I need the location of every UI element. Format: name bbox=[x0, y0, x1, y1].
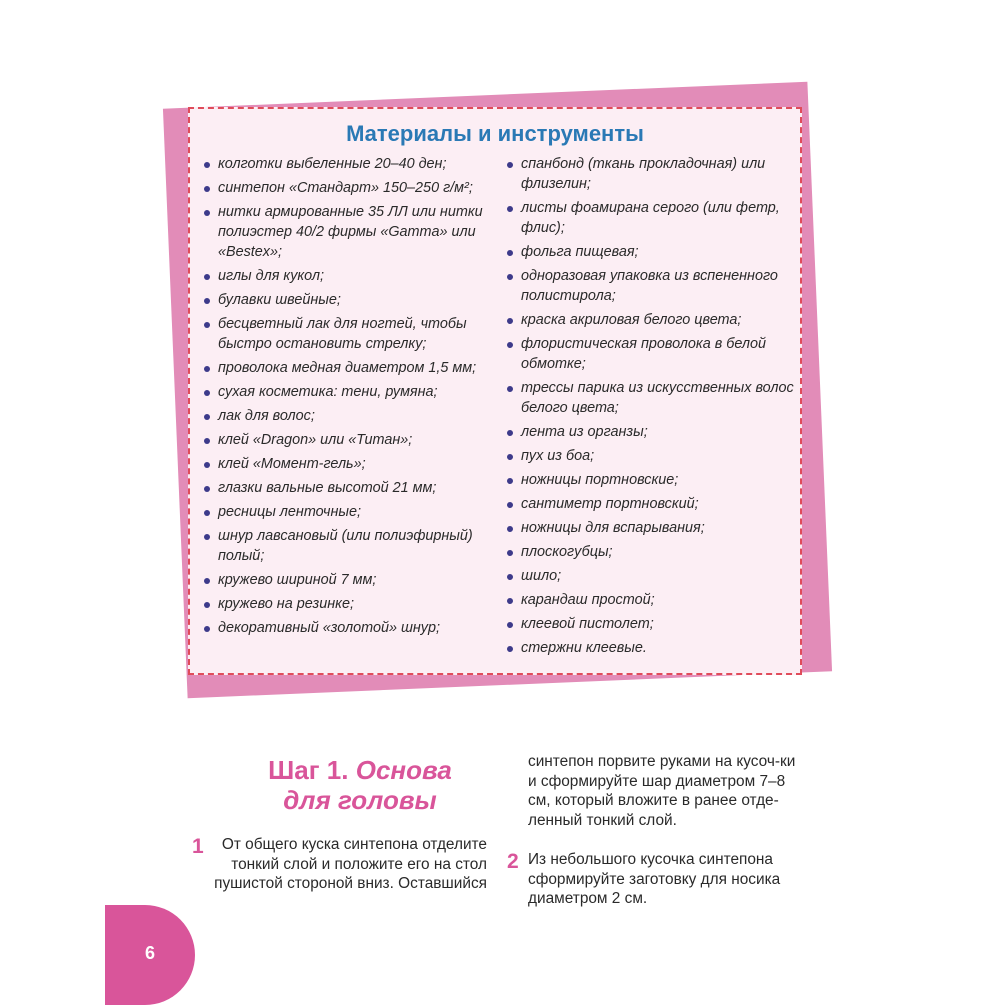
material-item: флористическая проволока в белой обмотке; bbox=[505, 334, 795, 374]
instruction-1-continued: синтепон порвите руками на кусоч-ки и сформируйте шар диаметром 7–8 см, который вложите в ранее отде-ленный тонкий слой. bbox=[528, 753, 796, 829]
material-item: клей «Dragon» или «Титан»; bbox=[202, 430, 492, 450]
material-item: спанбонд (ткань прокладочная) или флизелин; bbox=[505, 154, 795, 194]
material-item: клеевой пистолет; bbox=[505, 614, 795, 634]
material-item: шнур лавсановый (или полиэфирный) полый; bbox=[202, 526, 492, 566]
material-item: карандаш простой; bbox=[505, 590, 795, 610]
material-item: нитки армированные 35 ЛЛ или нитки полиэстер 40/2 фирмы «Gamma» или «Bestex»; bbox=[202, 202, 492, 262]
material-item: трессы парика из искусственных волос белого цвета; bbox=[505, 378, 795, 418]
instruction-1-text: От общего куска синтепона отделите тонкий слой и положите его на стол пушистой стороной вниз. Оставшийся bbox=[214, 836, 487, 892]
material-item: лак для волос; bbox=[202, 406, 492, 426]
material-item: кружево шириной 7 мм; bbox=[202, 570, 492, 590]
material-item: лента из органзы; bbox=[505, 422, 795, 442]
material-item: кружево на резинке; bbox=[202, 594, 492, 614]
material-item: фольга пищевая; bbox=[505, 242, 795, 262]
material-item: ресницы ленточные; bbox=[202, 502, 492, 522]
material-item: ножницы для вспарывания; bbox=[505, 518, 795, 538]
material-item: ножницы портновские; bbox=[505, 470, 795, 490]
material-item: листы фоамирана серого (или фетр, флис); bbox=[505, 198, 795, 238]
material-item: плоскогубцы; bbox=[505, 542, 795, 562]
material-item: бесцветный лак для ногтей, чтобы быстро остановить стрелку; bbox=[202, 314, 492, 354]
step-title-line1: Основа bbox=[355, 755, 452, 785]
step-prefix: Шаг 1. bbox=[268, 755, 349, 785]
step-number-2: 2 bbox=[507, 850, 519, 873]
material-item: шило; bbox=[505, 566, 795, 586]
instruction-2-text: Из небольшого кусочка синтепона сформируйте заготовку для носика диаметром 2 см. bbox=[528, 851, 781, 907]
material-item: глазки вальные высотой 21 мм; bbox=[202, 478, 492, 498]
step-title bbox=[240, 755, 480, 815]
material-item: иглы для кукол; bbox=[202, 266, 492, 286]
material-item: проволока медная диаметром 1,5 мм; bbox=[202, 358, 492, 378]
materials-list-left bbox=[202, 154, 492, 642]
page-number: 6 bbox=[145, 943, 156, 963]
material-item: булавки швейные; bbox=[202, 290, 492, 310]
material-item: колготки выбеленные 20–40 ден; bbox=[202, 154, 492, 174]
step-number-1: 1 bbox=[192, 835, 204, 858]
material-item: сантиметр портновский; bbox=[505, 494, 795, 514]
materials-title: Материалы и инструменты bbox=[346, 121, 644, 146]
materials-box bbox=[188, 107, 802, 675]
material-item: синтепон «Стандарт» 150–250 г/м²; bbox=[202, 178, 492, 198]
material-item: декоративный «золотой» шнур; bbox=[202, 618, 492, 638]
step-title-line2: для головы bbox=[283, 785, 437, 815]
materials-list-right bbox=[505, 154, 795, 662]
material-item: краска акриловая белого цвета; bbox=[505, 310, 795, 330]
material-item: клей «Момент-гель»; bbox=[202, 454, 492, 474]
material-item: сухая косметика: тени, румяна; bbox=[202, 382, 492, 402]
material-item: стержни клеевые. bbox=[505, 638, 795, 658]
material-item: пух из боа; bbox=[505, 446, 795, 466]
material-item: одноразовая упаковка из вспененного полистирола; bbox=[505, 266, 795, 306]
